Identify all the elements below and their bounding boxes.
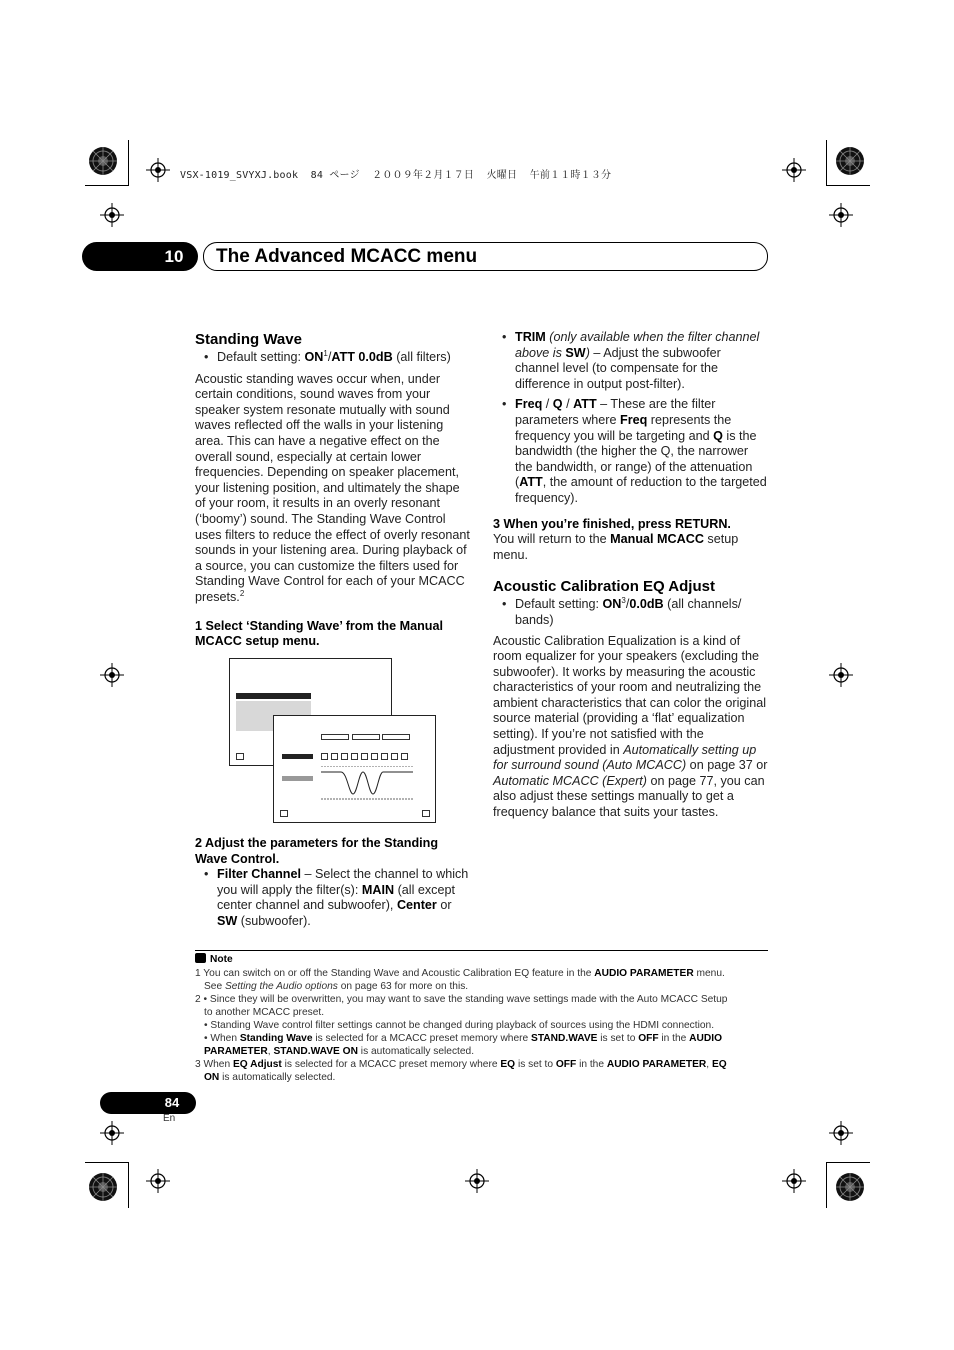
- osd-field: [382, 734, 410, 740]
- note-divider: [195, 950, 768, 951]
- crosshair-mark-mid-left: [100, 663, 124, 687]
- file-header: VSX-1019_SVYXJ.book 84 ページ ２００９年２月１７日 火曜日 午前１１時１３分: [180, 170, 612, 181]
- eq-default: • Default setting: $ON^3/0.0dB$ (all channels/ bands): [493, 597, 768, 628]
- step-3-text: You will return to the Manual MCACC setup menu.: [493, 532, 739, 562]
- osd-screen-standing-wave: [273, 715, 436, 823]
- note-1-cont: See Setting the Audio options on page 63 for more on this.: [204, 981, 469, 992]
- note-label-row: Note: [195, 953, 768, 966]
- notes-section: [195, 953, 768, 1084]
- crosshair-mark-mid-right: [829, 663, 853, 687]
- note-3-cont: ON is automatically selected.: [204, 1072, 336, 1083]
- step-1: 1 Select ‘Standing Wave’ from the Manual MCACC setup menu.: [195, 618, 443, 649]
- left-column: [195, 331, 472, 650]
- crosshair-mark-top-d: [829, 203, 853, 227]
- chapter-number: 10: [164, 247, 184, 266]
- standing-wave-intro: Acoustic standing waves occur when, under certain conditions, sound waves from your speaker system resonate mutually with sound waves reflected off the walls in your listening area. This can have a negative effect on the overall sound, especially at certain lower frequencies. Depending on speaker placement, your listening position, and ultimately the shape of your room, it results in an overly resonant (‘boomy’) sound. The Standing Wave Control uses filters to reduce the effect of overly resonant sounds in your listening area. During playback of a source, you can customize the filters used for Standing Wave Control for each of your MCACC presets.$^2$: [195, 371, 470, 604]
- right-column: [493, 330, 768, 821]
- crosshair-mark-top-a: [146, 158, 170, 182]
- crop-line: [826, 1162, 870, 1163]
- standing-wave-heading: Standing Wave: [195, 331, 302, 348]
- note-3: 3 When EQ Adjust is selected for a MCACC preset memory where EQ is set to OFF in the AUDIO PARAMETER, EQ: [195, 1059, 727, 1070]
- crosshair-mark-bottom-b: [829, 1121, 853, 1145]
- crop-line: [128, 1162, 129, 1208]
- crop-line: [826, 1162, 827, 1208]
- freq-q-att-item: • Freq / Q / ATT – These are the filter parameters where Freq represents the frequency you will be targeting and Q is the bandwidth (the higher the Q, the narrower the bandwidth, or range) of the attenuation (ATT, the amount of reduction to the targeted frequency).: [493, 397, 768, 506]
- page-language: En: [163, 1113, 176, 1124]
- note-icon: [195, 953, 206, 963]
- osd-left-highlight: [282, 754, 313, 759]
- link-auto-mcacc-expert[interactable]: Automatic MCACC (Expert): [493, 773, 647, 788]
- note-2: 2 • Since they will be overwritten, you may want to save the standing wave settings made with the Auto MCACC Setup: [195, 994, 728, 1005]
- crop-line: [85, 185, 129, 186]
- note-2-bullet-c: • When Standing Wave is selected for a MCACC preset memory where STAND.WAVE is set to OFF in the AUDIO: [204, 1033, 722, 1044]
- osd-filter-graph: [321, 766, 413, 800]
- osd-band-selectors: [321, 753, 413, 761]
- note-2-bullet-b: • Standing Wave control filter settings cannot be changed during playback of sources using the HDMI connection.: [204, 1020, 715, 1031]
- left-column-lower: [195, 836, 472, 930]
- link-auto-mcacc[interactable]: Automatically setting up for surround sound (Auto MCACC): [493, 742, 757, 773]
- chapter-title: The Advanced MCACC menu: [216, 246, 478, 267]
- crosshair-mark-bottom-c: [146, 1169, 170, 1193]
- crosshair-mark-bottom-a: [100, 1121, 124, 1145]
- crop-line: [85, 1162, 129, 1163]
- filter-curve-graphic: [321, 766, 413, 800]
- note-2-bullet-c-cont: PARAMETER, STAND.WAVE ON is automatically selected.: [204, 1046, 475, 1057]
- registration-mark-sunburst-bottom-left: [88, 1172, 118, 1202]
- osd-enter-icon: [422, 810, 430, 817]
- crop-line: [826, 140, 827, 186]
- step-3: 3 When you’re finished, press RETURN.: [493, 516, 731, 531]
- crop-line: [128, 140, 129, 186]
- filter-channel-item: • Filter Channel – Select the channel to which you will apply the filter(s): MAIN (all except center channel and subwoofer), Center or SW (subwoofer).: [195, 867, 472, 929]
- registration-mark-sunburst-top-left: [88, 146, 118, 176]
- eq-description: Acoustic Calibration Equalization is a kind of room equalizer for your speakers (excluding the subwoofer). It works by measuring the acoustic characteristics of your room and neutralizing the ambient characteristics that can color the original source material (providing a ‘flat’ equalization setting). If you’re not satisfied with the adjustment provided in Automatically setting up for surround sound (Auto MCACC) on page 37 or Automatic MCACC (Expert) on page 77, you can also adjust these settings manually to get a frequency balance that suits your tastes.: [493, 633, 768, 820]
- standing-wave-default: • Default setting: $ON^1$/ATT 0.0dB (all filters): [195, 350, 472, 366]
- link-audio-options[interactable]: Setting the Audio options: [224, 981, 338, 992]
- osd-field: [321, 734, 349, 740]
- page-number: 84: [164, 1095, 180, 1110]
- registration-mark-sunburst-top-right: [835, 146, 865, 176]
- crop-line: [826, 185, 870, 186]
- note-2-cont: to another MCACC preset.: [204, 1007, 325, 1018]
- osd-return-icon: [236, 753, 244, 760]
- step-2: 2 Adjust the parameters for the Standing Wave Control.: [195, 836, 439, 866]
- osd-left-item: [282, 776, 313, 781]
- osd-field: [352, 734, 380, 740]
- trim-item: • TRIM (only available when the filter channel above is SW) – Adjust the subwoofer channel level (to compensate for the difference in output post-filter).: [493, 330, 768, 392]
- crosshair-mark-top-b: [782, 158, 806, 182]
- registration-mark-sunburst-bottom-right: [835, 1172, 865, 1202]
- note-1: 1 You can switch on or off the Standing Wave and Acoustic Calibration EQ feature in the AUDIO PARAMETER menu.: [195, 968, 725, 979]
- crosshair-mark-bottom-d: [465, 1169, 489, 1193]
- eq-adjust-heading: Acoustic Calibration EQ Adjust: [493, 578, 715, 596]
- osd-return-icon: [280, 810, 288, 817]
- osd-menu-highlight: [236, 693, 311, 699]
- crosshair-mark-top-c: [100, 203, 124, 227]
- crosshair-mark-bottom-e: [782, 1169, 806, 1193]
